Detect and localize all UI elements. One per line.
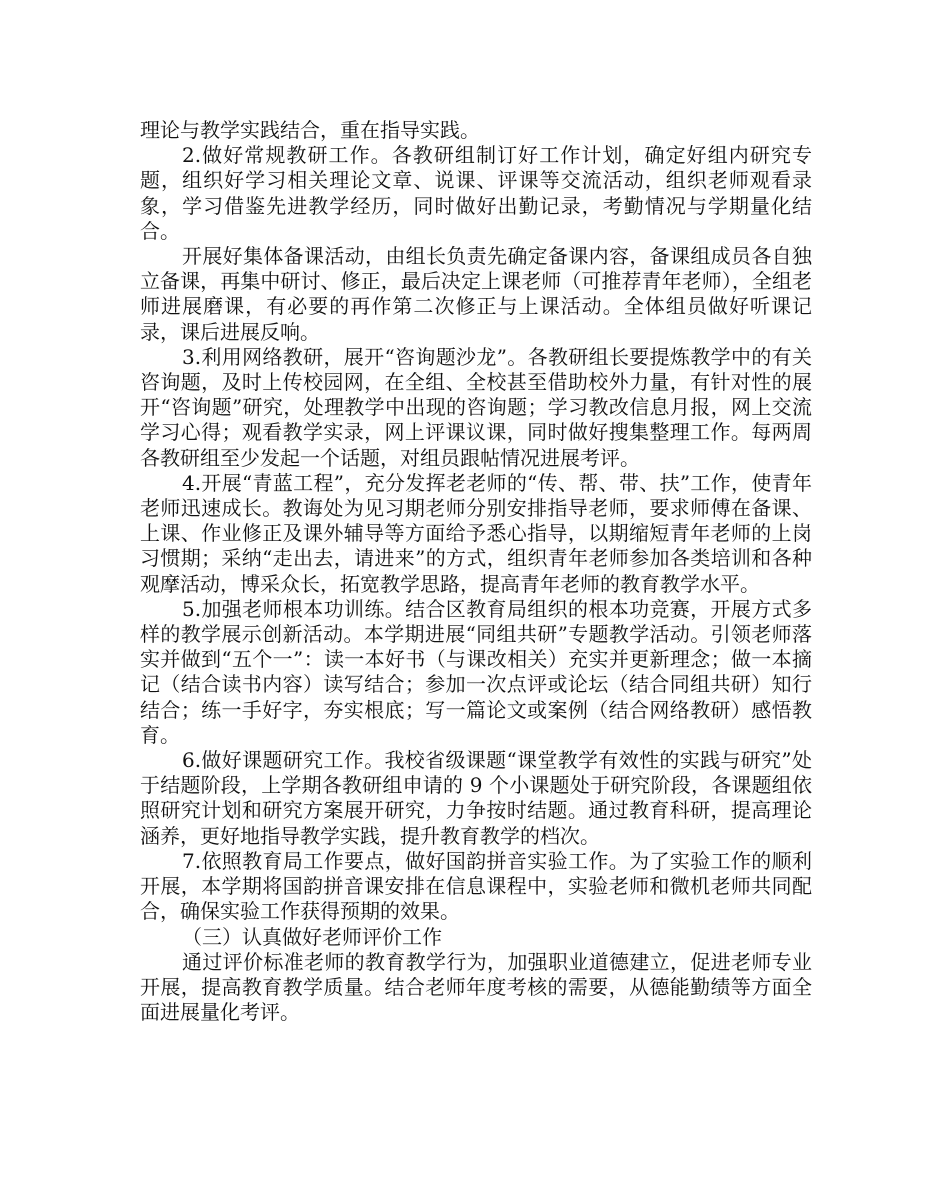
document-page <box>140 118 812 1025</box>
paragraph-basic-skills-training: 5.加强老师根本功训练。结合区教育局组织的根本功竞赛，开展方式多样的教学展示创新活动。本学期进展“同组共研”专题教学活动。引领老师落实并做到“五个一”：读一本好书（与课改相关）充实并更新理念；做一本摘记（结合读书内容）读写结合；参加一次点评或论坛（结合同组共研）知行结合；练一手好字，夯实根底；写一篇论文或案例（结合网络教研）感悟教育。 <box>140 596 812 747</box>
paragraph-qinglan-project: 4.开展“青蓝工程”，充分发挥老老师的“传、帮、带、扶”工作，使青年老师迅速成长。教诲处为见习期老师分别安排指导老师，要求师傅在备课、上课、作业修正及课外辅导等方面给予悉心指导，以期缩短青年老师的上岗习惯期；采纳“走出去，请进来”的方式，组织青年老师参加各类培训和各种观摩活动，博采众长，拓宽教学思路，提高青年老师的教育教学水平。 <box>140 470 812 596</box>
paragraph-pinyin-experiment: 7.依照教育局工作要点，做好国韵拼音实验工作。为了实验工作的顺利开展，本学期将国韵拼音课安排在信息课程中，实验老师和微机老师共同配合，确保实验工作获得预期的效果。 <box>140 848 812 924</box>
section-heading-teacher-evaluation: （三）认真做好老师评价工作 <box>182 924 442 949</box>
paragraph-collective-lesson-prep: 开展好集体备课活动，由组长负责先确定备课内容，备课组成员各自独立备课，再集中研讨、修正，最后决定上课老师（可推荐青年老师），全组老师进展磨课，有必要的再作第二次修正与上课活动。全体组员做好听课记录，课后进展反响。 <box>140 244 812 344</box>
paragraph-teacher-evaluation: 通过评价标准老师的教育教学行为，加强职业道德建立，促进老师专业开展，提高教育教学质量。结合老师年度考核的需要，从德能勤绩等方面全面进展量化考评。 <box>140 949 812 1025</box>
paragraph-continuation: 理论与教学实践结合，重在指导实践。 <box>140 118 480 142</box>
paragraph-routine-research: 2.做好常规教研工作。各教研组制订好工作计划，确定好组内研究专题，组织好学习相关理论文章、说课、评课等交流活动，组织老师观看录象，学习借鉴先进教学经历，同时做好出勤记录，考勤情况与学期量化结合。 <box>140 143 812 243</box>
paragraph-research-projects: 6.做好课题研究工作。我校省级课题“课堂教学有效性的实践与研究”处于结题阶段，上学期各教研组申请的 9 个小课题处于研究阶段，各课题组依照研究计划和研究方案展开研究，力争按时结题。通过教育科研，提高理论涵养，更好地指导教学实践，提升教育教学的档次。 <box>140 748 812 848</box>
paragraph-online-research: 3.利用网络教研，展开“咨询题沙龙”。各教研组长要提炼教学中的有关咨询题，及时上传校园网，在全组、全校甚至借助校外力量，有针对性的展开“咨询题”研究，处理教学中出现的咨询题；学习教改信息月报，网上交流学习心得；观看教学实录，网上评课议课，同时做好搜集整理工作。每两周各教研组至少发起一个话题，对组员跟帖情况进展考评。 <box>140 344 812 470</box>
